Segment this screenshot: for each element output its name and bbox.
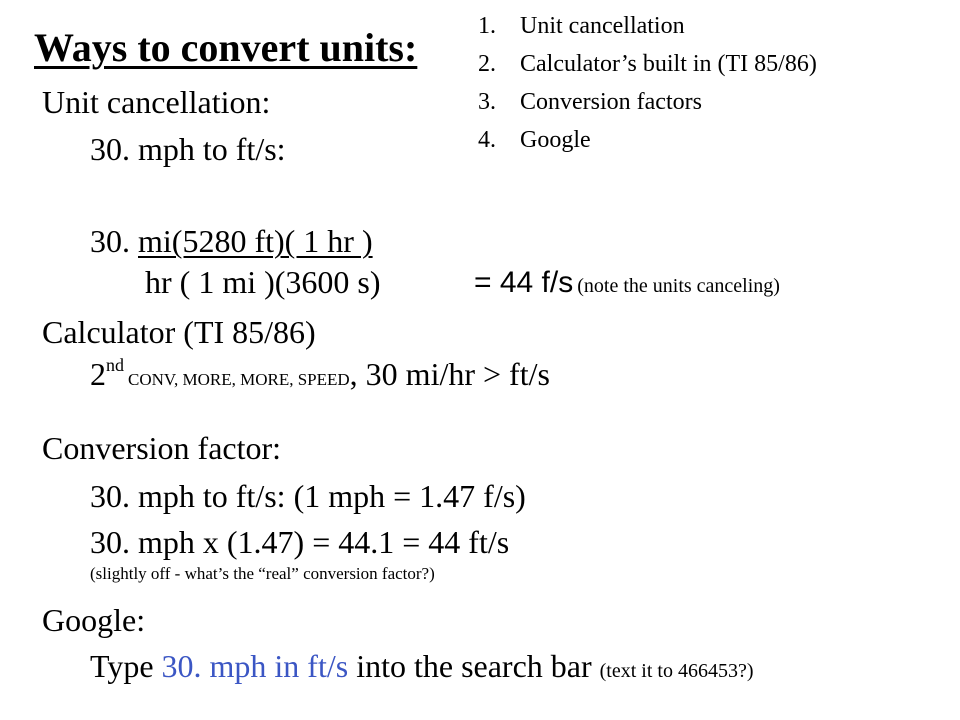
calculator-heading: Calculator (TI 85/86) bbox=[42, 314, 316, 350]
google-heading: Google: bbox=[42, 602, 146, 638]
conversion-factor-line2: 30. mph x (1.47) = 44.1 = 44 ft/s bbox=[90, 524, 510, 560]
google-query: 30. mph in ft/s bbox=[161, 648, 349, 684]
method-label: Calculator’s built in (TI 85/86) bbox=[520, 51, 817, 77]
unit-cancellation-problem: 30. mph to ft/s: bbox=[90, 131, 286, 167]
slide-title: Ways to convert units: bbox=[34, 25, 418, 70]
method-item: 2. Calculator’s built in (TI 85/86) bbox=[478, 51, 817, 77]
google-instruction bbox=[90, 650, 754, 682]
fraction-numerator-line bbox=[90, 225, 373, 257]
cancellation-result-line bbox=[474, 268, 780, 298]
calculator-step-main: 2 bbox=[90, 356, 106, 392]
google-rest: into the search bar bbox=[348, 648, 600, 684]
google-type-word: Type bbox=[90, 648, 162, 684]
calculator-entry: , 30 mi/hr > ft/s bbox=[349, 356, 550, 392]
google-note: (text it to 466453?) bbox=[599, 660, 754, 682]
calculator-keys: CONV, MORE, MORE, SPEED bbox=[128, 370, 350, 389]
cancellation-result-note: (note the units canceling) bbox=[577, 275, 780, 297]
conversion-factor-heading: Conversion factor: bbox=[42, 430, 282, 466]
conversion-factor-note: (slightly off - what’s the “real” conversion factor?) bbox=[90, 564, 435, 583]
cancellation-result: = 44 f/s bbox=[474, 266, 574, 299]
method-item: 4. Google bbox=[478, 127, 591, 153]
method-item: 1. Unit cancellation bbox=[478, 13, 685, 39]
methods-list bbox=[478, 12, 817, 164]
method-label: Google bbox=[520, 127, 591, 153]
fraction-denominator: hr ( 1 mi )(3600 s) bbox=[145, 264, 381, 300]
calculator-step-sup: nd bbox=[106, 355, 124, 375]
conversion-factor-line1: 30. mph to ft/s: (1 mph = 1.47 f/s) bbox=[90, 478, 526, 514]
numerator-prefix: 30. bbox=[90, 223, 138, 259]
method-label: Unit cancellation bbox=[520, 13, 685, 39]
calculator-steps bbox=[90, 355, 550, 392]
method-item: 3. Conversion factors bbox=[478, 89, 702, 115]
unit-cancellation-heading: Unit cancellation: bbox=[42, 84, 271, 120]
fraction-numerator: mi(5280 ft)( 1 hr ) bbox=[138, 223, 373, 259]
method-label: Conversion factors bbox=[520, 89, 702, 115]
